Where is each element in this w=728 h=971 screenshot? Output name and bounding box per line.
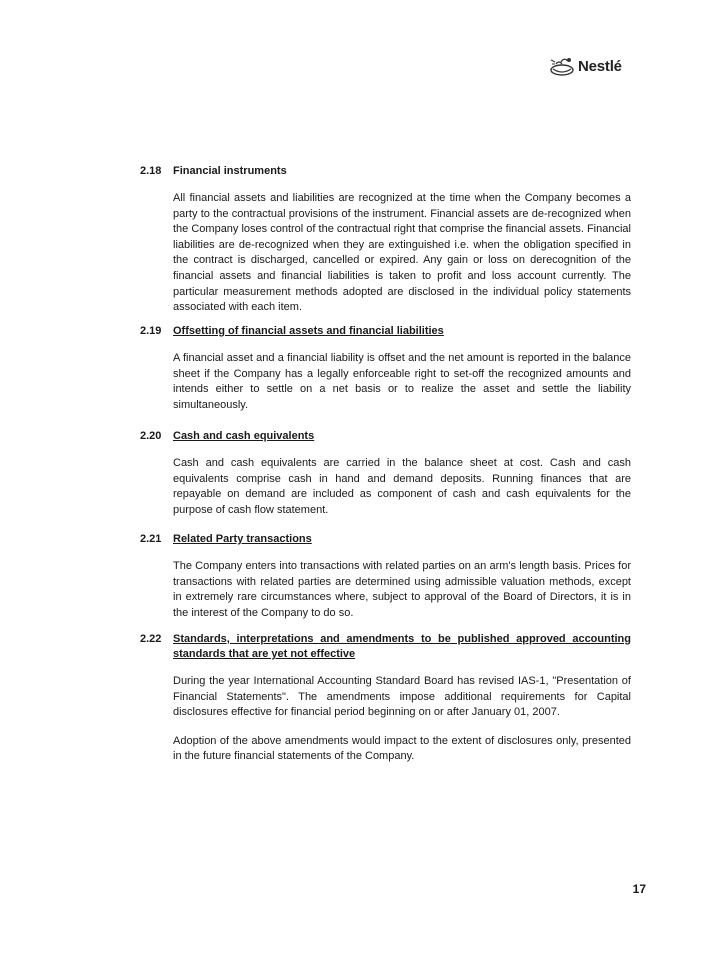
nestle-logo <box>549 52 633 80</box>
nest-birds-icon <box>549 55 575 77</box>
section-number: 2.19 <box>140 325 162 337</box>
section-heading <box>140 632 631 662</box>
section-paragraph: A financial asset and a financial liability is offset and the net amount is reported in the balance sheet if the Company has a legally enforceable right to set-off the recognized amounts and intends either to settle on a net basis or to realize the asset and settle the liability simultaneously. <box>173 352 631 411</box>
section-title: Financial instruments <box>173 165 287 177</box>
section-paragraph: Cash and cash equivalents are carried in the balance sheet at cost. Cash and cash equivalents comprise cash in hand and demand deposits. Running finances that are repayable on demand are included as component of cash and cash equivalents for the purpose of cash flow statement. <box>173 457 631 516</box>
section-2-18 <box>140 164 631 327</box>
section-number: 2.18 <box>140 165 162 177</box>
section-paragraph: All financial assets and liabilities are recognized at the time when the Company becomes a party to the contractual provisions of the instrument. Financial assets are de-recognized when the Company loses control of the contractual right that comprise the financial assets. Financial liabilities are de-recognized when they are extinguished i.e. when the obligation specified in the contract is discharged, cancelled or expired. Any gain or loss on derecognition of the financial assets and financial liabilities is taken to profit and loss account currently. The particular measurement methods adopted are disclosed in the individual policy statements associated with each item. <box>173 192 631 314</box>
section-paragraph: Adoption of the above amendments would impact to the extent of disclosures only, presented in the future financial statements of the Company. <box>173 734 631 763</box>
section-number: 2.21 <box>140 533 162 545</box>
page-number: 17 <box>632 882 646 896</box>
section-title: Cash and cash equivalents <box>173 430 315 442</box>
section-heading <box>140 164 631 179</box>
section-2-22 <box>140 632 631 776</box>
section-2-21 <box>140 532 631 632</box>
section-heading <box>140 429 631 444</box>
section-title: Related Party transactions <box>173 533 312 545</box>
section-heading <box>140 532 631 547</box>
section-paragraph: The Company enters into transactions with related parties on an arm's length basis. Prices for transactions with related parties are determined using admissible valuation methods, except in extremely rare circumstances where, subject to approval of the Board of Directors, it is in the interest of the Company to do so. <box>173 560 631 619</box>
section-heading <box>140 324 631 339</box>
section-paragraph: During the year International Accounting Standard Board has revised IAS-1, "Presentation of Financial Statements". The amendments impose additional requirements for Capital disclosures effective for financial period beginning on or after January 01, 2007. <box>173 675 631 719</box>
section-number: 2.22 <box>140 633 162 645</box>
section-2-19 <box>140 324 631 424</box>
logo-wordmark: Nestlé <box>578 57 622 75</box>
section-title: Standards, interpretations and amendments to be published approved accounting standards that are yet not effective <box>173 633 631 660</box>
section-number: 2.20 <box>140 430 162 442</box>
section-2-20 <box>140 429 631 529</box>
section-title: Offsetting of financial assets and financial liabilities <box>173 325 444 337</box>
